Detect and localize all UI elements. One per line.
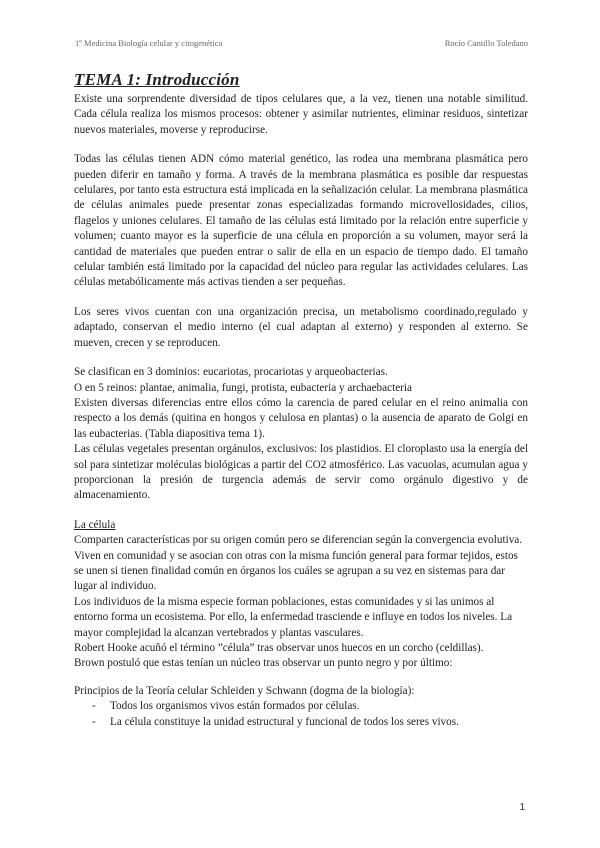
section-title-cell: La célula bbox=[74, 518, 116, 531]
page-title: TEMA 1: Introducción bbox=[74, 70, 240, 89]
paragraph-differences: Existen diversas diferencias entre ellos cómo la carencia de pared celular en el reino animalia con respecto a los demás (quitina en hongos y celulosa en plantas) o la ausencia de aparato de Golgi en las eubacterias. (Tabla diapositiva tema 1). bbox=[74, 396, 528, 440]
page-header bbox=[75, 38, 528, 48]
list-item: - La célula constituye la unidad estructural y funcional de todos los seres vivos. bbox=[92, 715, 528, 730]
cell-theory-list bbox=[74, 699, 528, 730]
paragraph-brown: Brown postuló que estas tenían un núcleo tras observar un punto negro y por último: bbox=[74, 657, 453, 670]
paragraph-populations: Los individuos de la misma especie forman poblaciones, estas comunidades y si las unimos al entorno forma un ecosistema. Por ello, la enfermedad trasciende e influye en todos los niveles. La mayor complejidad la alcanzan vertebrados y plantas vasculares. bbox=[74, 595, 513, 639]
document-body bbox=[74, 70, 528, 730]
paragraph-common-origin: Comparten características por su origen común pero se diferencian según la convergencia evolutiva. Viven en comunidad y se asocian con otras con la misma función general para formar tejidos, estos se unen si tienen finalidad común en órganos los cuáles se agrupan a su vez en sistemas para dar lugar al individuo. bbox=[74, 534, 523, 593]
header-author: Rocío Cantillo Toledano bbox=[444, 38, 528, 48]
paragraph-diversity: Existe una sorprendente diversidad de tipos celulares que, a la vez, tienen una notable similitud. Cada célula realiza los mismos procesos: obtener y asimilar nutrientes, eliminar residuos, sintetizar nuevos materiales, moverse y reproducirse. bbox=[74, 93, 528, 136]
header-course: 1º Medicina Biología celular y citogenética bbox=[75, 38, 223, 48]
paragraph-kingdoms: O en 5 reinos: plantae, animalia, fungi, protista, eubacteria y archaebacteria bbox=[74, 381, 412, 394]
paragraph-organization: Los seres vivos cuentan con una organización precisa, un metabolismo coordinado,regulado y adaptado, conservan el medio interno (el cual adaptan al externo) y responden al externo. Se mueven, crecen y se reproducen. bbox=[74, 305, 528, 349]
paragraph-hooke: Robert Hooke acuñó el término ”célula” tras observar unos huecos en un corcho (celdillas). bbox=[74, 642, 484, 654]
paragraph-cell-theory: Principios de la Teoría celular Schleiden y Schwann (dogma de la biología): bbox=[74, 684, 415, 697]
paragraph-domains: Se clasifican en 3 dominios: eucariotas, procariotas y arqueobacterias. bbox=[74, 366, 388, 379]
paragraph-membrane: Todas las células tienen ADN cómo material genético, las rodea una membrana plasmática pero pueden diferir en tamaño y forma. A través de la membrana plasmática es posible dar respuestas celulares, por tanto esta estructura está implicada en la señalización celular. La membrana plasmática de células animales puede presentar zonas especializadas formando microvellosidades, cilios, flagelos y uniones celulares. El tamaño de las células está limitado por la relación entre superficie y volumen; cuanto mayor es la superficie de una célula en proporción a su volumen, mayor será la cantidad de materiales que pueden entrar o salir de ella en un espacio de tiempo dado. El tamaño celular también está limitado por la capacidad del núcleo para regular las actividades celulares. Las células metabólicamente más activas tienden a ser pequeñas. bbox=[74, 153, 528, 289]
list-item: - Todos los organismos vivos están formados por células. bbox=[92, 699, 528, 714]
paragraph-plant-cells: Las células vegetales presentan orgánulos, exclusivos: los plastidios. El cloroplasto usa la energía del sol para sintetizar moléculas biológicas a partir del CO2 atmosférico. Las vacuolas, acumulan agua y proporcionan la presión de turgencia además de servir como orgánulo digestivo y de almacenamiento. bbox=[74, 443, 528, 502]
page-number: 1 bbox=[519, 802, 525, 813]
